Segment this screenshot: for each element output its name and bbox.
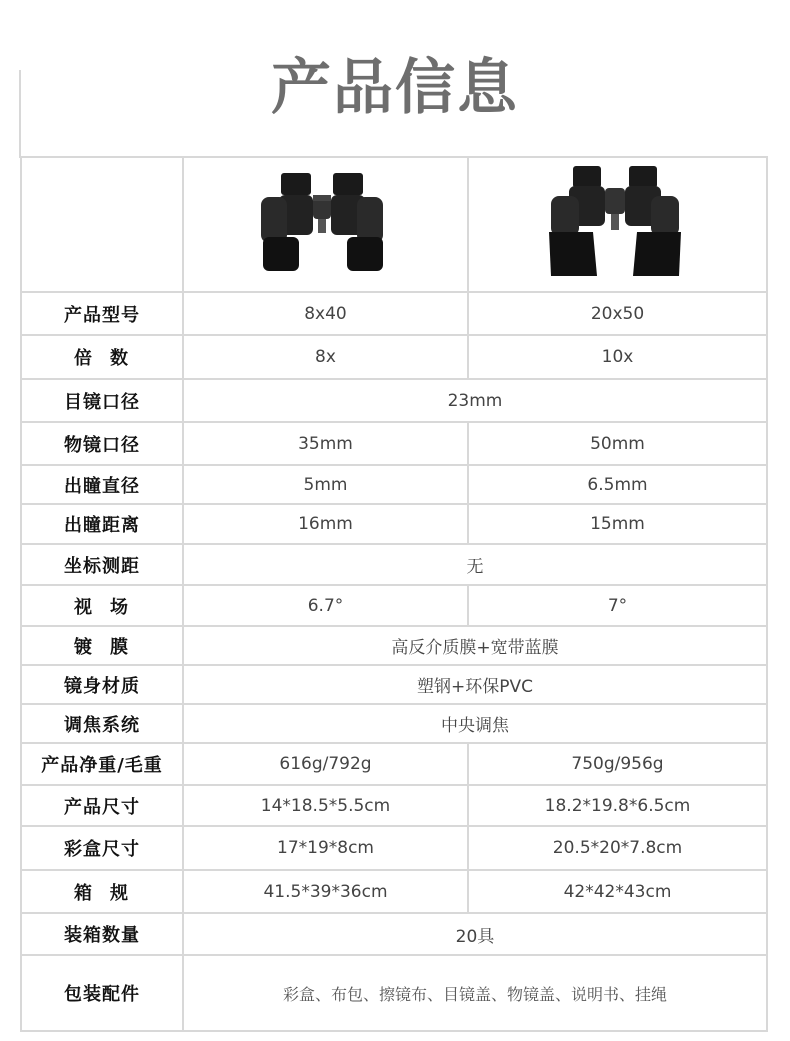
table-row — [21, 913, 767, 955]
table-row — [21, 826, 767, 870]
value-cell-20x50: 50mm — [468, 422, 767, 465]
value-cell-8x40: 41.5*39*36cm — [183, 870, 468, 913]
value-cell-8x40: 35mm — [183, 422, 468, 465]
value-cell-8x40: 17*19*8cm — [183, 826, 468, 870]
table-row — [21, 504, 767, 544]
value-cell-20x50: 10x — [468, 335, 767, 379]
row-label: 视场 — [21, 585, 183, 626]
table-row — [21, 785, 767, 826]
row-label: 目镜口径 — [21, 379, 183, 422]
table-row — [21, 422, 767, 465]
value-cell-20x50: 750g/956g — [468, 743, 767, 785]
row-label: 出瞳直径 — [21, 465, 183, 504]
table-row — [21, 292, 767, 335]
value-cell-8x40: 6.7° — [183, 585, 468, 626]
shared-value-cell: 20具 — [183, 913, 767, 955]
row-label: 产品尺寸 — [21, 785, 183, 826]
row-label: 产品净重/毛重 — [21, 743, 183, 785]
table-row — [21, 465, 767, 504]
shared-value-cell: 中央调焦 — [183, 704, 767, 743]
value-cell-20x50: 20x50 — [468, 292, 767, 335]
product-image-cell-20x50 — [468, 157, 767, 292]
row-label: 装箱数量 — [21, 913, 183, 955]
table-row — [21, 335, 767, 379]
value-cell-8x40: 5mm — [183, 465, 468, 504]
row-label: 坐标测距 — [21, 544, 183, 585]
product-image-cell-8x40 — [183, 157, 468, 292]
table-row — [21, 544, 767, 585]
spec-table — [20, 156, 768, 1032]
row-label: 箱规 — [21, 870, 183, 913]
value-cell-20x50: 15mm — [468, 504, 767, 544]
table-row — [21, 585, 767, 626]
shared-value-cell: 无 — [183, 544, 767, 585]
value-cell-20x50: 20.5*20*7.8cm — [468, 826, 767, 870]
value-cell-8x40: 8x — [183, 335, 468, 379]
value-cell-20x50: 18.2*19.8*6.5cm — [468, 785, 767, 826]
empty-corner-cell — [21, 157, 183, 292]
row-label: 物镜口径 — [21, 422, 183, 465]
table-row — [21, 955, 767, 1031]
row-label: 产品型号 — [21, 292, 183, 335]
table-row — [21, 665, 767, 704]
page-title: 产品信息 — [271, 53, 519, 123]
binoculars-8x40-image — [251, 167, 401, 277]
shared-value-cell: 高反介质膜+宽带蓝膜 — [183, 626, 767, 665]
table-row — [21, 704, 767, 743]
row-label: 调焦系统 — [21, 704, 183, 743]
table-row — [21, 626, 767, 665]
value-cell-8x40: 16mm — [183, 504, 468, 544]
row-label: 彩盒尺寸 — [21, 826, 183, 870]
row-label: 出瞳距离 — [21, 504, 183, 544]
table-row — [21, 379, 767, 422]
shared-value-cell: 塑钢+环保PVC — [183, 665, 767, 704]
value-cell-8x40: 8x40 — [183, 292, 468, 335]
table-row — [21, 870, 767, 913]
row-label: 镜身材质 — [21, 665, 183, 704]
value-cell-20x50: 6.5mm — [468, 465, 767, 504]
product-image-row — [21, 157, 767, 292]
value-cell-20x50: 7° — [468, 585, 767, 626]
table-row — [21, 743, 767, 785]
value-cell-20x50: 42*42*43cm — [468, 870, 767, 913]
row-label: 倍数 — [21, 335, 183, 379]
row-label: 包装配件 — [21, 955, 183, 1031]
row-label: 镀膜 — [21, 626, 183, 665]
value-cell-8x40: 14*18.5*5.5cm — [183, 785, 468, 826]
shared-value-cell: 23mm — [183, 379, 767, 422]
binoculars-20x50-image — [543, 162, 693, 282]
shared-value-cell: 彩盒、布包、擦镜布、目镜盖、物镜盖、说明书、挂绳 — [183, 955, 767, 1031]
value-cell-8x40: 616g/792g — [183, 743, 468, 785]
